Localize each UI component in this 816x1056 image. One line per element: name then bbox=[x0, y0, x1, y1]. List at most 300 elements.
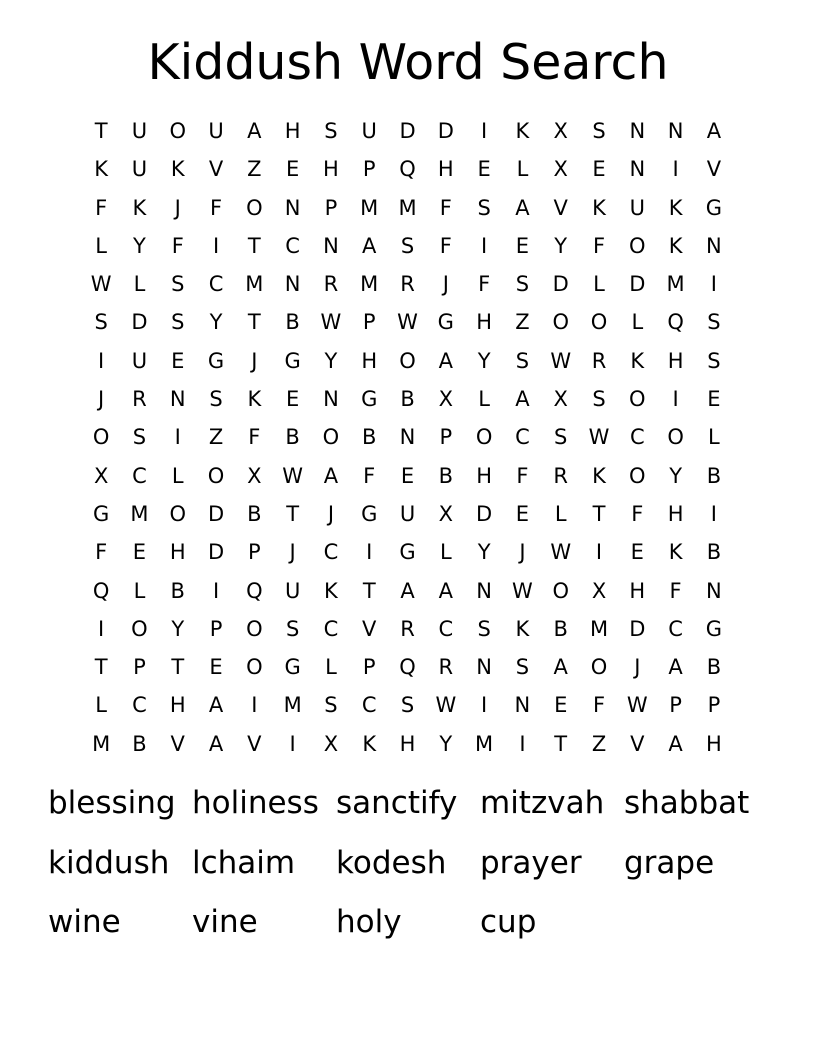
grid-letter: R bbox=[400, 616, 415, 641]
grid-letter: V bbox=[247, 731, 262, 756]
grid-letter: B bbox=[362, 425, 377, 450]
grid-letter: S bbox=[477, 616, 491, 641]
grid-letter: O bbox=[207, 463, 225, 488]
grid-letter: J bbox=[98, 387, 105, 412]
grid-letter: K bbox=[515, 616, 530, 641]
grid-letter: G bbox=[361, 387, 378, 412]
grid-letter: F bbox=[248, 425, 261, 450]
grid-letter: W bbox=[435, 693, 457, 718]
grid-letter: D bbox=[629, 272, 646, 297]
grid-letter: K bbox=[247, 387, 262, 412]
grid-letter: C bbox=[132, 463, 147, 488]
grid-letter: L bbox=[95, 693, 107, 718]
grid-letter: K bbox=[668, 195, 683, 220]
grid-letter: Y bbox=[324, 348, 338, 373]
grid-letter: E bbox=[285, 157, 300, 182]
grid-letter: D bbox=[131, 310, 148, 335]
grid-letter: Y bbox=[554, 233, 568, 258]
grid-letter: M bbox=[283, 693, 302, 718]
grid-letter: I bbox=[212, 233, 220, 258]
grid-letter: P bbox=[707, 693, 721, 718]
grid-letter: L bbox=[593, 272, 605, 297]
grid-letter: T bbox=[592, 501, 606, 526]
grid-letter: W bbox=[320, 310, 342, 335]
grid-letter: B bbox=[438, 463, 454, 488]
word-list-item: prayer bbox=[480, 844, 582, 881]
grid-letter: A bbox=[438, 578, 453, 603]
grid-letter: V bbox=[630, 731, 645, 756]
grid-letter: U bbox=[208, 119, 224, 143]
grid-letter: H bbox=[399, 731, 416, 756]
grid-letter: S bbox=[132, 425, 147, 450]
grid-letter: M bbox=[398, 195, 417, 220]
grid-letter: H bbox=[169, 540, 186, 565]
grid-letter: B bbox=[132, 731, 147, 756]
grid-letter: L bbox=[439, 540, 452, 565]
grid-letter: U bbox=[629, 195, 645, 220]
grid-letter: I bbox=[174, 425, 181, 450]
grid-letter: V bbox=[706, 157, 722, 182]
grid-letter: O bbox=[92, 425, 110, 450]
grid-letter: K bbox=[668, 233, 683, 258]
grid-letter: C bbox=[132, 693, 147, 718]
grid-letter: O bbox=[590, 310, 608, 335]
grid-letter: N bbox=[399, 425, 416, 450]
grid-letter: H bbox=[476, 310, 493, 335]
grid-letter: O bbox=[667, 425, 684, 450]
grid-letter: L bbox=[631, 310, 644, 335]
word-list-item: holy bbox=[336, 904, 402, 940]
grid-letter: S bbox=[515, 348, 530, 373]
grid-letter: Q bbox=[92, 578, 110, 603]
grid-letter: W bbox=[397, 310, 418, 335]
grid-letter: G bbox=[399, 540, 416, 565]
grid-letter: U bbox=[131, 119, 148, 143]
grid-letter: X bbox=[553, 119, 568, 143]
grid-letter: E bbox=[515, 501, 530, 526]
grid-letter: S bbox=[94, 310, 108, 335]
grid-letter: P bbox=[439, 425, 453, 450]
grid-letter: R bbox=[438, 655, 454, 680]
word-list-item: vine bbox=[192, 904, 258, 940]
grid-letter: G bbox=[361, 501, 378, 526]
grid-letter: I bbox=[710, 501, 717, 526]
grid-letter: I bbox=[481, 233, 488, 258]
grid-letter: O bbox=[169, 119, 186, 143]
grid-letter: J bbox=[174, 195, 181, 220]
grid-letter: C bbox=[629, 425, 645, 450]
grid-letter: H bbox=[476, 463, 493, 488]
grid-letter: Y bbox=[439, 731, 453, 756]
grid-letter: P bbox=[133, 655, 146, 680]
grid-letter: C bbox=[285, 233, 300, 258]
grid-letter: N bbox=[323, 233, 339, 258]
grid-letter: G bbox=[437, 310, 454, 335]
grid-letter: B bbox=[706, 540, 722, 565]
word-list-item: shabbat bbox=[624, 785, 750, 821]
grid-letter: P bbox=[362, 157, 376, 182]
grid-letter: S bbox=[592, 119, 606, 143]
grid-letter: X bbox=[438, 501, 454, 526]
grid-letter: E bbox=[630, 540, 644, 565]
grid-letter: U bbox=[361, 119, 377, 143]
grid-letter: L bbox=[516, 157, 529, 182]
grid-letter: H bbox=[629, 578, 646, 603]
grid-letter: G bbox=[207, 348, 225, 373]
grid-letter: F bbox=[439, 195, 452, 220]
grid-letter: C bbox=[668, 616, 683, 641]
grid-letter: B bbox=[400, 387, 415, 412]
grid-letter: K bbox=[668, 540, 683, 565]
grid-letter: Y bbox=[669, 463, 683, 488]
grid-letter: Z bbox=[247, 157, 262, 182]
grid-letter: Z bbox=[591, 731, 607, 756]
grid-letter: F bbox=[171, 233, 184, 258]
grid-letter: N bbox=[706, 578, 722, 603]
word-list-item: sanctify bbox=[336, 785, 458, 821]
grid-letter: Q bbox=[246, 578, 263, 603]
grid-letter: A bbox=[668, 731, 683, 756]
grid-letter: C bbox=[438, 616, 454, 641]
grid-letter: E bbox=[554, 693, 568, 718]
grid-letter: X bbox=[591, 578, 607, 603]
grid-letter: I bbox=[212, 578, 220, 603]
grid-letter: F bbox=[209, 195, 223, 220]
grid-letter: R bbox=[591, 348, 607, 373]
grid-letter: O bbox=[475, 425, 493, 450]
grid-letter: A bbox=[553, 655, 568, 680]
grid-letter: I bbox=[672, 157, 679, 182]
grid-letter: X bbox=[553, 157, 568, 182]
grid-letter: J bbox=[519, 540, 526, 565]
grid-letter: S bbox=[171, 310, 185, 335]
grid-letter: P bbox=[362, 655, 376, 680]
grid-letter: F bbox=[516, 463, 529, 488]
grid-letter: J bbox=[289, 540, 296, 565]
grid-letter: X bbox=[438, 387, 454, 412]
grid-letter: Q bbox=[399, 157, 416, 182]
grid-letter: N bbox=[629, 119, 646, 143]
grid-letter: L bbox=[478, 387, 490, 412]
grid-letter: Z bbox=[208, 425, 224, 450]
grid-letter: I bbox=[595, 540, 603, 565]
grid-letter: H bbox=[437, 157, 454, 182]
grid-letter: J bbox=[634, 655, 641, 680]
grid-letter: C bbox=[323, 616, 339, 641]
grid-letter: K bbox=[592, 195, 606, 220]
grid-letter: E bbox=[400, 463, 415, 488]
grid-letter: H bbox=[284, 119, 301, 143]
grid-letter: G bbox=[93, 501, 110, 526]
grid-letter: Y bbox=[477, 348, 491, 373]
grid-letter: C bbox=[515, 425, 530, 450]
grid-letter: I bbox=[98, 616, 105, 641]
grid-letter: W bbox=[588, 425, 610, 450]
grid-letter: P bbox=[324, 195, 338, 220]
grid-letter: Y bbox=[477, 540, 491, 565]
grid-letter: A bbox=[400, 578, 415, 603]
grid-letter: I bbox=[481, 119, 488, 143]
grid-letter: W bbox=[90, 272, 112, 297]
grid-letter: T bbox=[362, 578, 376, 603]
grid-letter: K bbox=[362, 731, 377, 756]
grid-letter: S bbox=[515, 655, 530, 680]
grid-letter: L bbox=[95, 233, 107, 258]
grid-letter: S bbox=[400, 693, 415, 718]
grid-letter: D bbox=[476, 501, 493, 526]
grid-letter: E bbox=[515, 233, 530, 258]
grid-letter: I bbox=[672, 387, 679, 412]
grid-letter: B bbox=[170, 578, 185, 603]
grid-letter: N bbox=[284, 272, 301, 297]
grid-letter: X bbox=[247, 463, 262, 488]
grid-letter: S bbox=[171, 272, 185, 297]
word-list-item: cup bbox=[480, 904, 537, 940]
word-list-item: lchaim bbox=[192, 844, 296, 881]
grid-letter: G bbox=[284, 655, 301, 680]
grid-letter: N bbox=[629, 157, 646, 182]
grid-letter: Y bbox=[209, 310, 223, 335]
grid-letter: B bbox=[285, 425, 300, 450]
grid-letter: P bbox=[362, 310, 376, 335]
grid-letter: P bbox=[209, 616, 223, 641]
grid-letter: W bbox=[550, 348, 572, 373]
grid-letter: P bbox=[669, 693, 682, 718]
grid-letter: B bbox=[706, 655, 722, 680]
grid-letter: F bbox=[363, 463, 376, 488]
grid-letter: M bbox=[589, 616, 609, 641]
word-list-item: kodesh bbox=[336, 844, 447, 881]
grid-letter: L bbox=[133, 272, 146, 297]
grid-letter: D bbox=[437, 119, 454, 143]
grid-letter: E bbox=[707, 387, 721, 412]
grid-letter: P bbox=[248, 540, 261, 565]
grid-letter: I bbox=[710, 272, 717, 297]
grid-letter: N bbox=[706, 233, 722, 258]
grid-letter: F bbox=[592, 693, 606, 718]
grid-letter: O bbox=[131, 616, 148, 641]
grid-letter: B bbox=[553, 616, 568, 641]
grid-letter: D bbox=[207, 540, 225, 565]
grid-letter: A bbox=[668, 655, 683, 680]
grid-letter: C bbox=[208, 272, 224, 297]
grid-letter: K bbox=[132, 195, 147, 220]
grid-letter: H bbox=[706, 731, 722, 756]
grid-letter: O bbox=[590, 655, 608, 680]
grid-letter: R bbox=[323, 272, 339, 297]
grid-letter: W bbox=[512, 578, 533, 603]
grid-letter: D bbox=[207, 501, 225, 526]
grid-letter: O bbox=[629, 387, 646, 412]
grid-letter: I bbox=[251, 693, 258, 718]
grid-letter: Y bbox=[171, 616, 185, 641]
grid-letter: D bbox=[552, 272, 569, 297]
grid-letter: X bbox=[323, 731, 339, 756]
grid-letter: S bbox=[554, 425, 568, 450]
grid-letter: O bbox=[552, 310, 569, 335]
grid-letter: M bbox=[245, 272, 264, 297]
grid-letter: T bbox=[286, 501, 300, 526]
grid-letter: L bbox=[554, 501, 567, 526]
grid-letter: O bbox=[629, 463, 646, 488]
grid-letter: H bbox=[323, 157, 339, 182]
grid-letter: S bbox=[707, 348, 721, 373]
grid-letter: T bbox=[94, 119, 108, 143]
grid-letter: Y bbox=[133, 233, 146, 258]
grid-letter: T bbox=[94, 655, 108, 680]
grid-letter: L bbox=[133, 578, 146, 603]
grid-letter: C bbox=[361, 693, 377, 718]
grid-letter: U bbox=[131, 157, 148, 182]
word-list-item: mitzvah bbox=[480, 785, 605, 821]
grid-letter: Q bbox=[667, 310, 684, 335]
grid-letter: K bbox=[515, 119, 530, 143]
grid-letter: E bbox=[592, 157, 606, 182]
grid-letter: G bbox=[705, 616, 723, 641]
grid-letter: U bbox=[131, 348, 148, 373]
grid-letter: E bbox=[477, 157, 491, 182]
grid-letter: G bbox=[284, 348, 301, 373]
grid-letter: N bbox=[514, 693, 531, 718]
grid-letter: H bbox=[667, 501, 684, 526]
grid-letter: S bbox=[400, 233, 415, 258]
grid-letter: O bbox=[399, 348, 416, 373]
grid-letter: N bbox=[667, 119, 684, 143]
grid-letter: W bbox=[550, 540, 572, 565]
grid-letter: F bbox=[95, 195, 108, 220]
grid-letter: A bbox=[515, 387, 530, 412]
grid-letter: S bbox=[515, 272, 530, 297]
grid-letter: O bbox=[246, 195, 263, 220]
grid-letter: L bbox=[171, 463, 184, 488]
grid-letter: F bbox=[592, 233, 606, 258]
grid-letter: X bbox=[553, 387, 568, 412]
grid-letter: H bbox=[361, 348, 378, 373]
grid-letter: S bbox=[707, 310, 721, 335]
grid-letter: G bbox=[705, 195, 723, 220]
word-list-item: blessing bbox=[48, 785, 176, 821]
grid-letter: K bbox=[324, 578, 338, 603]
grid-letter: E bbox=[285, 387, 300, 412]
grid-letter: K bbox=[630, 348, 645, 373]
grid-letter: I bbox=[289, 731, 296, 756]
grid-letter: A bbox=[706, 119, 722, 143]
grid-letter: B bbox=[285, 310, 300, 335]
grid-letter: M bbox=[130, 501, 149, 526]
grid-letter: M bbox=[92, 731, 111, 756]
word-list-item: holiness bbox=[192, 785, 319, 821]
grid-letter: N bbox=[476, 578, 492, 603]
grid-letter: V bbox=[208, 157, 224, 182]
grid-letter: S bbox=[592, 387, 606, 412]
grid-letter: K bbox=[592, 463, 606, 488]
grid-letter: L bbox=[708, 425, 720, 450]
letter-grid bbox=[82, 112, 733, 763]
grid-letter: R bbox=[400, 272, 415, 297]
grid-letter: E bbox=[132, 540, 147, 565]
grid-letter: L bbox=[325, 655, 337, 680]
grid-letter: S bbox=[324, 693, 338, 718]
grid-letter: E bbox=[171, 348, 185, 373]
grid-letter: I bbox=[481, 693, 488, 718]
grid-letter: I bbox=[366, 540, 373, 565]
page-title: Kiddush Word Search bbox=[147, 34, 669, 91]
grid-letter: J bbox=[251, 348, 258, 373]
grid-letter: N bbox=[284, 195, 301, 220]
grid-letter: O bbox=[246, 655, 263, 680]
grid-letter: W bbox=[626, 693, 648, 718]
grid-letter: M bbox=[666, 272, 685, 297]
grid-letter: K bbox=[94, 157, 109, 182]
grid-letter: E bbox=[209, 655, 223, 680]
grid-letter: K bbox=[170, 157, 185, 182]
grid-letter: T bbox=[247, 233, 261, 258]
grid-letter: D bbox=[629, 616, 646, 641]
grid-letter: N bbox=[169, 387, 186, 412]
grid-letter: X bbox=[93, 463, 109, 488]
grid-letter: V bbox=[170, 731, 185, 756]
grid-letter: A bbox=[362, 233, 377, 258]
grid-letter: A bbox=[208, 731, 224, 756]
grid-letter: F bbox=[669, 578, 682, 603]
grid-letter: A bbox=[438, 348, 453, 373]
grid-letter: S bbox=[285, 616, 300, 641]
grid-letter: C bbox=[323, 540, 339, 565]
grid-letter: Q bbox=[399, 655, 416, 680]
word-list-item: kiddush bbox=[48, 844, 170, 881]
grid-letter: V bbox=[362, 616, 377, 641]
grid-letter: O bbox=[552, 578, 569, 603]
grid-letter: T bbox=[554, 731, 568, 756]
grid-letter: T bbox=[247, 310, 261, 335]
grid-letter: V bbox=[553, 195, 568, 220]
grid-letter: T bbox=[171, 655, 185, 680]
grid-letter: A bbox=[515, 195, 530, 220]
grid-letter: A bbox=[247, 119, 262, 143]
grid-letter: R bbox=[553, 463, 568, 488]
grid-letter: M bbox=[475, 731, 494, 756]
grid-letter: A bbox=[323, 463, 339, 488]
grid-letter: I bbox=[98, 348, 105, 373]
grid-letter: D bbox=[399, 119, 416, 143]
grid-letter: R bbox=[132, 387, 147, 412]
grid-letter: H bbox=[667, 348, 684, 373]
grid-letter: S bbox=[477, 195, 491, 220]
word-list-item: wine bbox=[48, 904, 121, 940]
grid-letter: I bbox=[519, 731, 526, 756]
grid-letter: H bbox=[169, 693, 186, 718]
grid-letter: M bbox=[360, 195, 379, 220]
grid-letter: B bbox=[706, 463, 722, 488]
grid-letter: A bbox=[208, 693, 224, 718]
grid-letter: M bbox=[360, 272, 379, 297]
grid-letter: F bbox=[439, 233, 452, 258]
word-list-item: grape bbox=[624, 844, 715, 881]
grid-letter: U bbox=[399, 501, 416, 526]
grid-letter: N bbox=[323, 387, 339, 412]
grid-letter: J bbox=[327, 501, 335, 526]
grid-letter: S bbox=[209, 387, 223, 412]
grid-letter: O bbox=[169, 501, 186, 526]
grid-letter: U bbox=[284, 578, 301, 603]
word-list bbox=[48, 780, 768, 959]
grid-letter: N bbox=[476, 655, 492, 680]
grid-letter: F bbox=[631, 501, 644, 526]
grid-letter: O bbox=[629, 233, 646, 258]
grid-letter: B bbox=[247, 501, 262, 526]
grid-letter: Z bbox=[515, 310, 530, 335]
grid-letter: S bbox=[324, 119, 338, 143]
